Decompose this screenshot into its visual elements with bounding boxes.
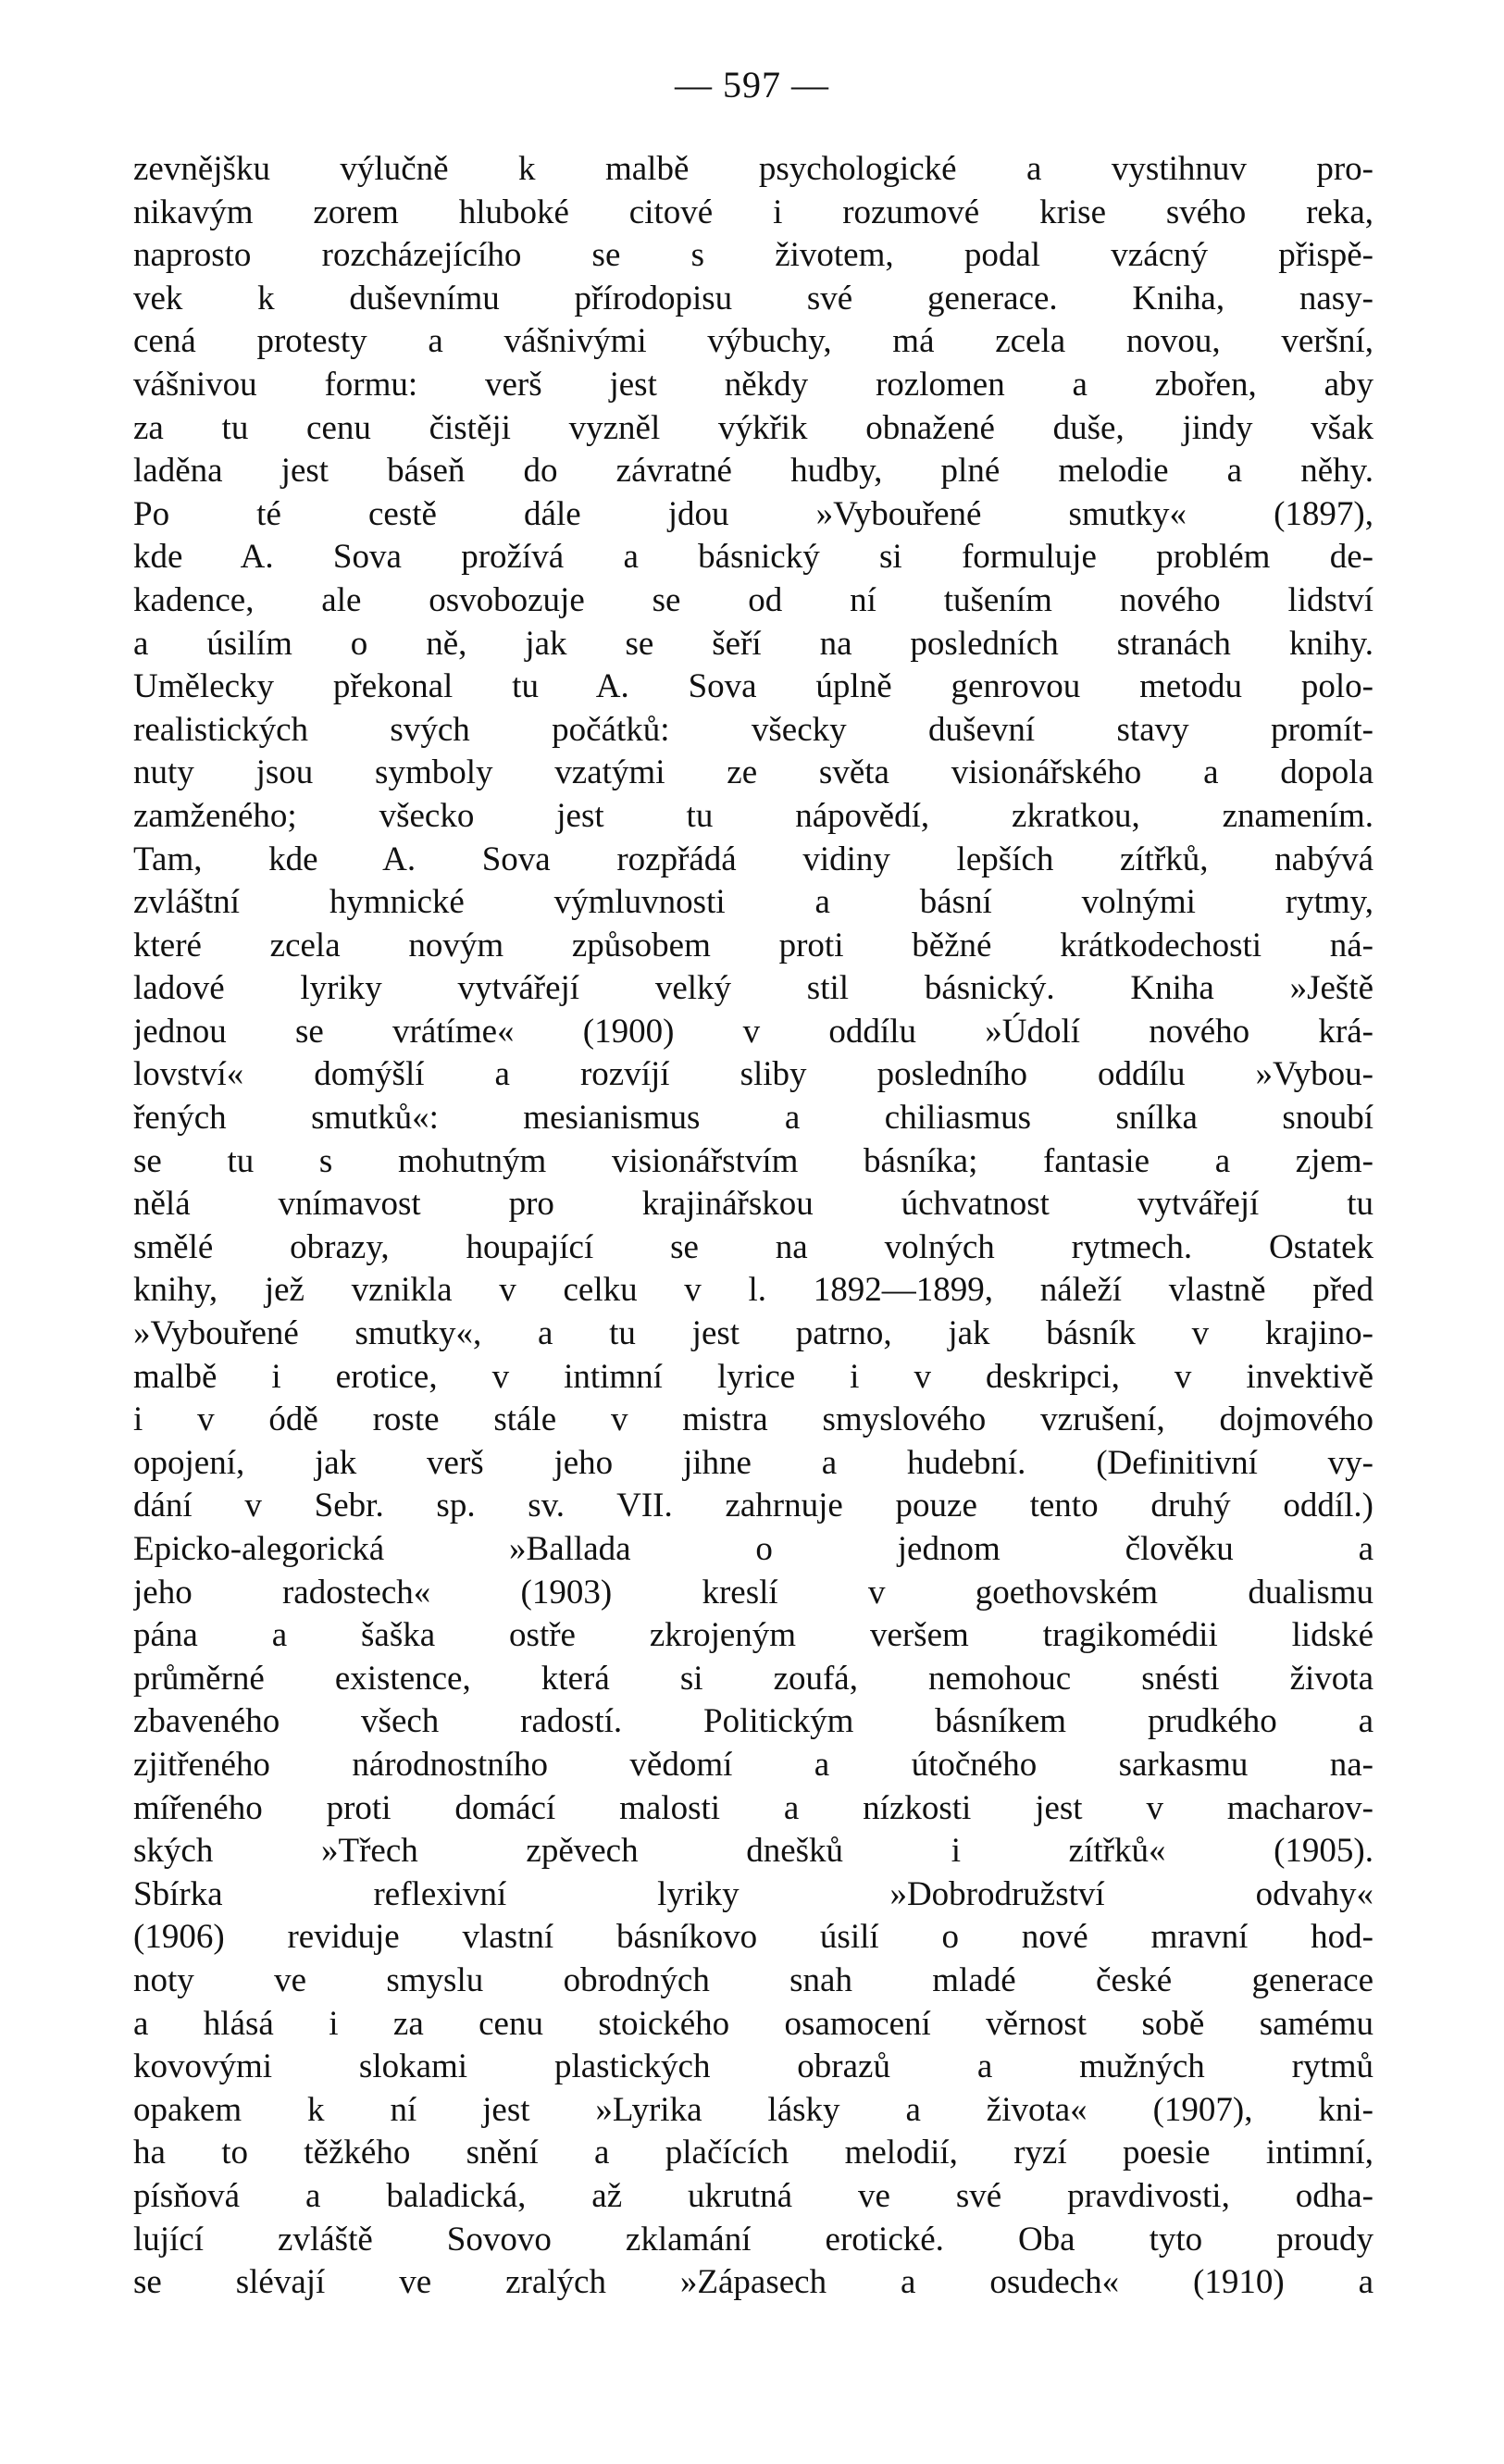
text-line: naprosto rozcházejícího se s životem, podal vzácný přispě- — [133, 236, 1373, 275]
text-line: průměrné existence, která si zoufá, nemohouc snésti života — [133, 1659, 1373, 1698]
text-line: kadence, ale osvobozuje se od ní tušením nového lidství — [133, 580, 1373, 619]
text-line: laděna jest báseň do závratné hudby, plné melodie a něhy. — [133, 452, 1373, 491]
text-line: lující zvláště Sovovo zklamání erotické. Oba tyto proudy — [133, 2220, 1373, 2259]
text-line: se tu s mohutným visionářstvím básníka; fantasie a zjem- — [133, 1141, 1373, 1180]
text-line: malbě i erotice, v intimní lyrice i v deskripci, v invektivě — [133, 1357, 1373, 1396]
text-line: vek k duševnímu přírodopisu své generace. Kniha, nasy- — [133, 279, 1373, 317]
text-line: Po té cestě dále jdou »Vybouřené smutky« (1897), — [133, 494, 1373, 533]
text-line: pána a šaška ostře zkrojeným veršem tragikomédii lidské — [133, 1616, 1373, 1655]
text-line: nělá vnímavost pro krajinářskou úchvatnost vytvářejí tu — [133, 1185, 1373, 1224]
text-line: zvláštní hymnické výmluvnosti a básní volnými rytmy, — [133, 883, 1373, 922]
text-line: nuty jsou symboly vzatými ze světa visionářského a dopola — [133, 753, 1373, 792]
text-line: vášnivou formu: verš jest někdy rozlomen a zbořen, aby — [133, 365, 1373, 404]
text-line: řených smutků«: mesianismus a chiliasmus snílka snoubí — [133, 1099, 1373, 1138]
text-line: dání v Sebr. sp. sv. VII. zahrnuje pouze tento druhý oddíl.) — [133, 1487, 1373, 1525]
text-line: písňová a baladická, až ukrutná ve své pravdivosti, odha- — [133, 2176, 1373, 2215]
text-line: opakem k ní jest »Lyrika lásky a života« (1907), kni- — [133, 2090, 1373, 2129]
text-line: kde A. Sova prožívá a básnický si formuluje problém de- — [133, 538, 1373, 577]
text-line: zbaveného všech radostí. Politickým básníkem prudkého a — [133, 1702, 1373, 1741]
text-line: ladové lyriky vytvářejí velký stil básnický. Kniha »Ještě — [133, 969, 1373, 1008]
text-line: ských »Třech zpěvech dnešků i zítřků« (1905). — [133, 1832, 1373, 1871]
text-line: kovovými slokami plastických obrazů a mužných rytmů — [133, 2047, 1373, 2086]
text-line: noty ve smyslu obrodných snah mladé české generace — [133, 1960, 1373, 1999]
text-line: a úsilím o ně, jak se šeří na posledních stranách knihy. — [133, 624, 1373, 663]
text-line: zjitřeného národnostního vědomí a útočného sarkasmu na- — [133, 1745, 1373, 1784]
text-line: lovství« domýšlí a rozvíjí sliby posledního oddílu »Vybou- — [133, 1055, 1373, 1094]
text-line: realistických svých počátků: všecky duševní stavy promít- — [133, 710, 1373, 749]
text-line: ha to těžkého snění a plačících melodií, ryzí poesie intimní, — [133, 2134, 1373, 2172]
text-line: Tam, kde A. Sova rozpřádá vidiny lepších zítřků, nabývá — [133, 840, 1373, 878]
text-line: Sbírka reflexivní lyriky »Dobrodružství odvahy« — [133, 1874, 1373, 1913]
text-line: nikavým zorem hluboké citové i rozumové krise svého reka, — [133, 193, 1373, 231]
text-line: knihy, jež vznikla v celku v l. 1892—1899, náleží vlastně před — [133, 1271, 1373, 1310]
text-line: zevnějšku výlučně k malbě psychologické a vystihnuv pro- — [133, 150, 1373, 188]
text-line: cená protesty a vášnivými výbuchy, má zcela novou, veršní, — [133, 322, 1373, 361]
text-line: zamženého; všecko jest tu nápovědí, zkratkou, znamením. — [133, 796, 1373, 835]
body-text — [133, 148, 1373, 2305]
text-line: za tu cenu čistěji vyzněl výkřik obnažené duše, jindy však — [133, 408, 1373, 447]
text-line: a hlásá i za cenu stoického osamocení věrnost sobě samému — [133, 2004, 1373, 2043]
text-line: jednou se vrátíme« (1900) v oddílu »Údolí nového krá- — [133, 1012, 1373, 1051]
text-line: které zcela novým způsobem proti běžné krátkodechosti ná- — [133, 926, 1373, 964]
text-line: i v ódě roste stále v mistra smyslového vzrušení, dojmového — [133, 1400, 1373, 1439]
text-line: (1906) reviduje vlastní básníkovo úsilí o nové mravní hod- — [133, 1918, 1373, 1957]
page-number: — 597 — — [675, 64, 829, 106]
text-line: opojení, jak verš jeho jihne a hudební. (Definitivní vy- — [133, 1443, 1373, 1482]
text-line: se slévají ve zralých »Zápasech a osudech« (1910) a — [133, 2263, 1373, 2302]
text-line: Epicko-alegorická »Ballada o jednom člověku a — [133, 1530, 1373, 1568]
text-line: jeho radostech« (1903) kreslí v goethovském dualismu — [133, 1573, 1373, 1612]
text-line: mířeného proti domácí malosti a nízkosti jest v macharov- — [133, 1788, 1373, 1827]
text-line: smělé obrazy, houpající se na volných rytmech. Ostatek — [133, 1227, 1373, 1266]
text-line: Umělecky překonal tu A. Sova úplně genrovou metodu polo- — [133, 667, 1373, 706]
text-line: »Vybouřené smutky«, a tu jest patrno, jak básník v krajino- — [133, 1314, 1373, 1353]
